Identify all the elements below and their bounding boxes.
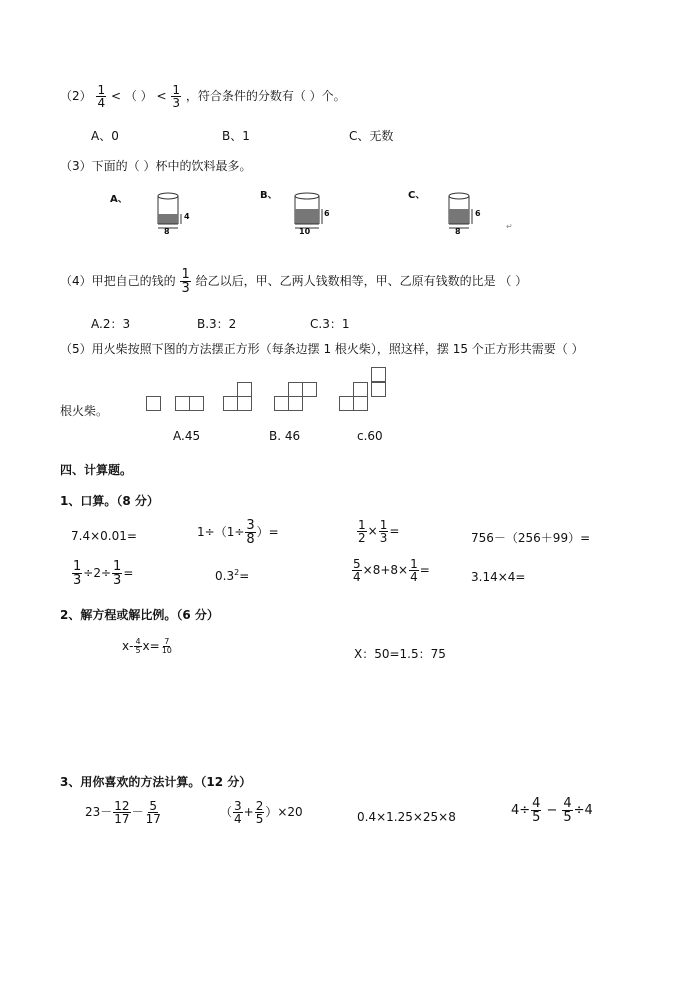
q4-label: （4）甲把自己的钱的 — [60, 274, 176, 288]
calc-item: 3.14×4= — [471, 570, 526, 584]
cup-c-icon — [441, 190, 491, 236]
equation: X：50=1.5：75 — [354, 647, 446, 661]
q3-label: （3）下面的（ ）杯中的饮料最多。 — [60, 159, 252, 173]
q2-label: （2） — [60, 89, 92, 103]
option-b: B、1 — [222, 129, 250, 143]
calc-item: 756－（256＋99）= — [471, 531, 591, 545]
calc-item: 7.4×0.01= — [71, 529, 137, 543]
square — [353, 396, 368, 411]
less-than-sign: < — [156, 89, 167, 103]
cup-c-letter: C、 — [408, 190, 426, 201]
option-a: A、0 — [91, 129, 119, 143]
part1-title: 1、口算。（8 分） — [60, 494, 159, 508]
calc-expression: （ $\frac{3}{4}$ + $\frac{2}{5}$ ）×20 — [220, 799, 303, 826]
option-c: c.60 — [357, 429, 383, 443]
square — [223, 396, 238, 411]
square — [237, 396, 252, 411]
cup-a-height: 4 — [184, 212, 190, 221]
cup-b-width: 10 — [299, 227, 311, 236]
square — [288, 382, 303, 397]
calc-expression: 4÷ $\frac{4}{5}$ − $\frac{4}{5}$ ÷4 — [511, 796, 593, 825]
square — [353, 382, 368, 397]
fraction: $\frac{1}{3}$ — [172, 83, 181, 110]
cup-b-letter: B、 — [260, 190, 278, 201]
less-than-sign: < — [110, 89, 121, 103]
option-c: C、无数 — [349, 129, 394, 143]
cup-a-letter: A、 — [110, 194, 128, 205]
square — [302, 382, 317, 397]
part2-title: 2、解方程或解比例。（6 分） — [60, 608, 219, 622]
calc-item: $0.3^2=$ — [215, 568, 250, 583]
blank-paren: （ ） — [124, 89, 153, 103]
q2-text: ，符合条件的分数有（ ）个。 — [185, 89, 346, 103]
cup-a-icon — [150, 190, 200, 236]
calc-item: $\frac{5}{4}$ ×8+8× $\frac{1}{4}$ = — [353, 557, 430, 584]
option-b: B.3：2 — [197, 317, 237, 331]
q2-line — [60, 84, 346, 109]
calc-item: $\frac{1}{2}$ × $\frac{1}{3}$ = — [358, 518, 400, 545]
square — [237, 382, 252, 397]
square — [274, 396, 289, 411]
cup-c-height: 6 — [475, 209, 481, 218]
return-mark: ↵ — [506, 222, 513, 231]
cup-a-width: 8 — [164, 227, 170, 236]
calc-item: $\frac{1}{3}$ ÷2÷ $\frac{1}{3}$ = — [73, 559, 134, 588]
section-title: 四、计算题。 — [60, 463, 133, 477]
calc-item: 1÷（1÷ $\frac{3}{8}$ ）= — [197, 518, 279, 547]
q5-tail: 根火柴。 — [60, 404, 109, 418]
q4-text: 给乙以后，甲、乙两人钱数相等，甲、乙原有钱数的比是 （ ） — [195, 274, 528, 288]
square — [371, 367, 386, 382]
square — [189, 396, 204, 411]
square — [288, 396, 303, 411]
square — [175, 396, 190, 411]
calc-expression: 0.4×1.25×25×8 — [357, 810, 456, 824]
part3-title: 3、用你喜欢的方法计算。（12 分） — [60, 775, 252, 789]
fraction: $\frac{1}{3}$ — [181, 267, 190, 296]
option-c: C.3：1 — [310, 317, 350, 331]
equation: x- $\frac{4}{5}$ x= $\frac{7}{10}$ — [122, 637, 172, 655]
option-a: A.2：3 — [91, 317, 131, 331]
cup-b-height: 6 — [324, 209, 330, 218]
cup-c-width: 8 — [455, 227, 461, 236]
square — [371, 382, 386, 397]
square — [146, 396, 161, 411]
q5-label: （5）用火柴按照下图的方法摆正方形（每条边摆 1 根火柴），照这样，摆 15 个正方形共需要（ ） — [60, 342, 584, 356]
option-a: A.45 — [173, 429, 201, 443]
q4-line — [60, 268, 527, 295]
square — [339, 396, 354, 411]
fraction: $\frac{1}{4}$ — [97, 83, 106, 110]
option-b: B. 46 — [269, 429, 301, 443]
calc-expression: 23－ $\frac{12}{17}$ － $\frac{5}{17}$ — [85, 799, 161, 826]
